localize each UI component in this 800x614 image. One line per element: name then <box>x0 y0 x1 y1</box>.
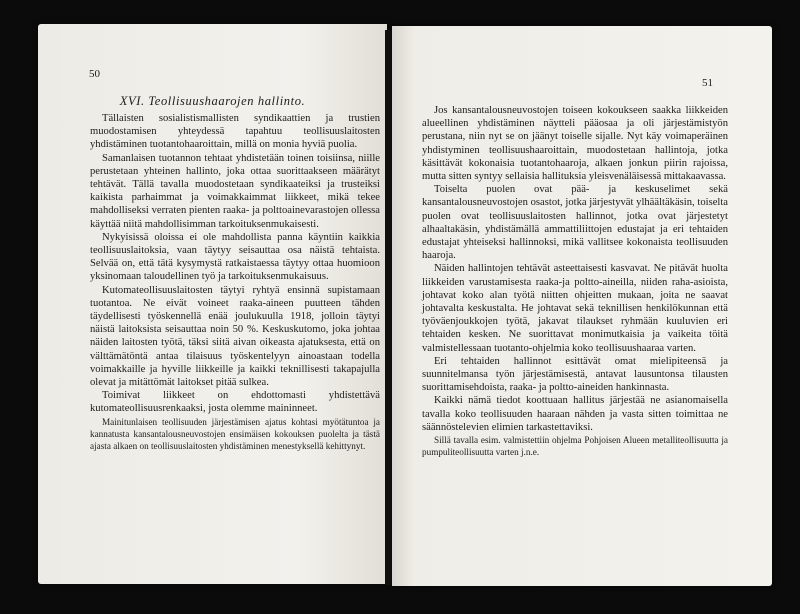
paragraph: Kutomateollisuuslaitosten täytyi ryhtyä ensinnä supistamaan tuotantoa. Ne eivät voineet raaka-aineen puutteen tähden täydellisesti työskennellä enää joulukuulla 1918, jolloin täytyi näistä laitoksista seisauttaa noin 50 %. Keskuskutomo, joka johtaa näiden laitosten työtä, täksi siitä aivan oikeasta ajatuksesta, että on välttämätöntä antaa tilaisuus työskentelyyn ainoastaan todella voimakkaille ja hyville liikkeille ja kaikki teknillisesti takapajulla olevat ja mitättömät laitokset pitää sulkea. <box>90 284 380 389</box>
paragraph: Toiselta puolen ovat pää- ja keskuselimet sekä kansantalousneuvostojen osastot, jotka järjestyvät ylhäältäkäsin, toiselta puolen ovat teollisuuslaitosten hallinnot, jotka ovat järjestetyt alhaaltakäsin, yhdistämällä ammattiliittojen edustajat ja eri tehtaiden edustajat yhteiseksi hallinnoksi, mikä vallitsee kokonaista teollisuuden haaroja. <box>422 184 728 262</box>
paragraph: Mainitunlaisen teollisuuden järjestämisen ajatus kohtasi myötätuntoa ja kannatusta kansantalousneuvostojen ensimäisen kokouksen puolelta ja tästä ajasta alkaen on teollisuuslaitosten yhdistäminen menestyksellä kehittynyt. <box>90 416 380 451</box>
paragraph: Nykyisissä oloissa ei ole mahdollista panna käyntiin kaikkia teollisuuslaitoksia, vaan täytyy seisauttaa osa näistä tehtaista. Selvää on, että tätä kysymystä ratkaistaessa täytyy ottaa huomioon yksinomaan taloudellinen työ ja tarkoituksenmukaisuus. <box>90 231 380 283</box>
left-page-text <box>90 112 380 452</box>
paragraph: Tällaisten sosialistismallisten syndikaattien ja trustien muodostamisen yhteydessä tapahtuu teollisuuslaitosten yhdistäminen tuotantohaaroittain, millä on monia hyviä puolia. <box>90 113 380 151</box>
paragraph: Jos kansantalousneuvostojen toiseen kokoukseen saakka liikkeiden alueellinen yhdistäminen näytteli pääosaa ja oli järjestämistyön perustana, niin nyt se on jäänyt toiselle sijalle. Nyt käy voimaperäinen yhdistyminen teollisuushaaroittain, muodostetaan hallintoja, jotka käsittävät kokonaisia tuotantohaaroja, alkaen jonkun piirin rajoissa, mutta sitten syntyy sellaisia hallituksia yleisvenäläisessä mittakaavassa. <box>422 105 728 183</box>
right-page <box>392 26 772 586</box>
paragraph: Eri tehtaiden hallinnot esittävät omat mielipiteensä ja suunnitelmansa työn järjestämisestä, antavat lausuntonsa tilausten suorittamisehdoista, raaka- ja poltto-aineiden hankinnasta. <box>422 355 728 394</box>
page-number: 50 <box>89 68 100 80</box>
paragraph: Toimivat liikkeet on ehdottomasti yhdistettävä kutomateollisuusrenkaaksi, josta olemme maininneet. <box>90 390 380 415</box>
chapter-heading: XVI. Teollisuushaarojen hallinto. <box>119 94 306 108</box>
left-page <box>38 24 387 584</box>
paragraph: Näiden hallintojen tehtävät asteettaisesti kasvavat. Ne pitävät huolta liikkeiden varustamisesta raaka-ja poltto-aineilla, niiden raha-asioista, johtavat koko alan työtä niitten ohjeitten mukaan, joita ne saavat johtavalta keskustalta. He johtavat sekä teknillisen henkilökunnan että työväenjoukkojen työtä, jakavat tilaukset ryhmään kuuluvien eri tehtaiden kesken. Ne suorittavat monimutkaisia ja vaikeita töitä valmistellessaan tuotanto-ohjelmia koko teollisuushaaraa varten. <box>422 263 728 354</box>
paragraph: Sillä tavalla esim. valmistettiin ohjelma Pohjoisen Alueen metalliteollisuutta ja pumpuliteollisuutta varten j.n.e. <box>422 435 728 458</box>
page-number: 51 <box>702 77 713 89</box>
right-page-text <box>422 104 728 458</box>
paragraph: Kaikki nämä tiedot koottuaan hallitus järjestää ne asianomaisella tavalla koko teollisuuden haaraan nähden ja vasta sitten toimittaa ne säännöstelevien elimien tarkastettaviksi. <box>422 395 728 433</box>
paragraph: Samanlaisen tuotannon tehtaat yhdistetään toinen toisiinsa, niille perustetaan yhteinen hallinto, joka ottaa suorittaakseen määrätyt tehtävät. Tällä tavalla muodostetaan syndikaateiksi ja trusteiksi kaikista parhaimmat ja voimakkaimmat liikkeet, mikä tekee mahdolliseksi verraten pienten raaka- ja polttoainevarastojen ollessa käyttää niitä mahdollisimman tarkoituksenmukaisesti. <box>90 152 380 230</box>
